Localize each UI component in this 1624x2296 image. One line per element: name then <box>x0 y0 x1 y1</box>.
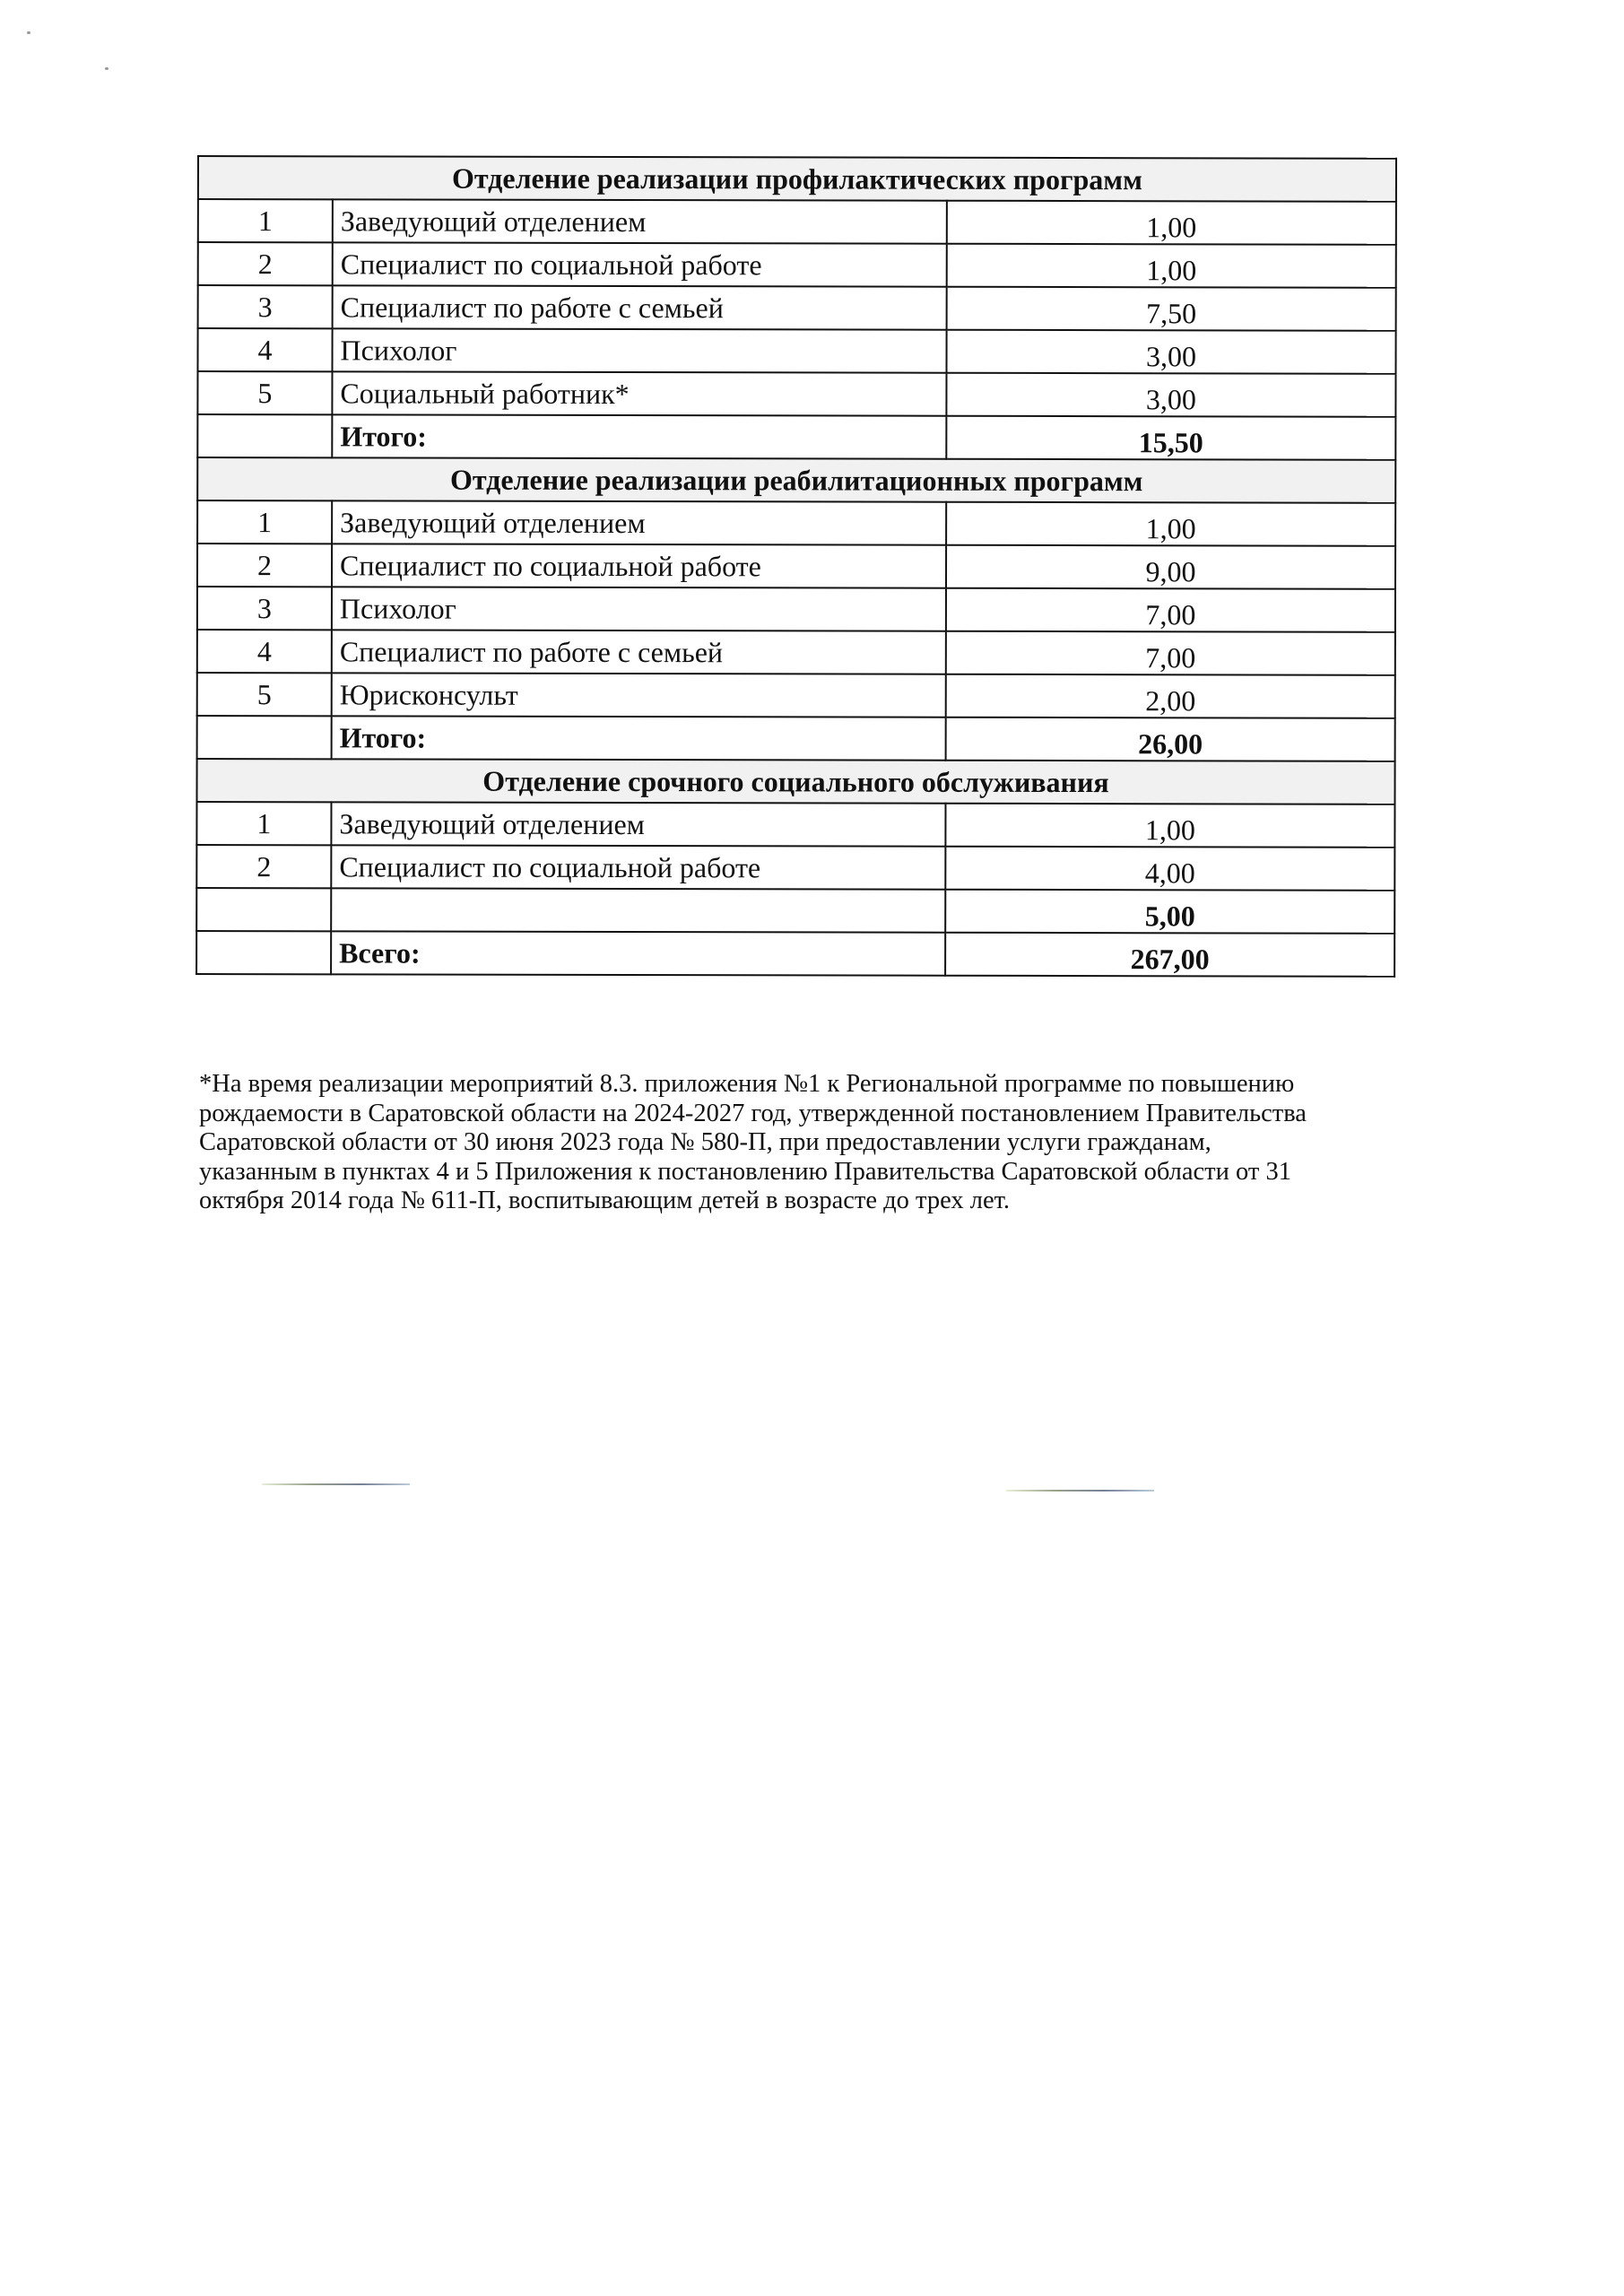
footnote-line: *На время реализации мероприятий 8.3. приложения №1 к Региональной программе по повышению <box>199 1070 1295 1098</box>
position-name: Психолог <box>332 587 946 631</box>
grand-total-row <box>196 931 1394 977</box>
empty-cell <box>197 414 332 457</box>
staffing-table <box>195 155 1397 978</box>
scan-speck <box>27 31 30 34</box>
staff-rate: 1,00 <box>947 201 1396 245</box>
staff-rate: 1,00 <box>945 804 1394 848</box>
table-row <box>197 673 1395 718</box>
section-header-row <box>198 156 1396 202</box>
empty-cell <box>197 716 332 759</box>
signature-line-right <box>1006 1490 1154 1492</box>
subtotal-label: Итого: <box>332 716 946 760</box>
row-number: 1 <box>198 199 333 242</box>
empty-cell <box>196 888 331 931</box>
position-name: Заведующий отделением <box>331 802 945 846</box>
staff-rate: 3,00 <box>946 330 1395 374</box>
table-row <box>196 802 1394 848</box>
table-row <box>197 328 1395 374</box>
position-name: Заведующий отделением <box>332 500 946 544</box>
position-name: Психолог <box>332 328 946 372</box>
position-name: Социальный работник* <box>332 371 946 415</box>
subtotal-label: Итого: <box>332 414 946 458</box>
signature-line-left <box>262 1483 410 1485</box>
staff-rate: 2,00 <box>946 674 1395 718</box>
position-name: Специалист по работе с семьей <box>333 285 947 329</box>
subtotal-value: 26,00 <box>946 718 1395 761</box>
footnote <box>199 1070 1401 1216</box>
footnote-line: октября 2014 года № 611-П, воспитывающим детей в возрасте до трех лет. <box>199 1187 1011 1214</box>
position-name: Специалист по социальной работе <box>333 242 947 286</box>
staff-rate: 3,00 <box>946 373 1395 417</box>
row-number: 3 <box>197 587 332 630</box>
footnote-line: указанным в пунктах 4 и 5 Приложения к постановлению Правительства Саратовской области от 31 <box>199 1157 1291 1186</box>
staff-rate: 1,00 <box>946 502 1395 546</box>
row-number: 2 <box>197 544 332 587</box>
subtotal-value: 15,50 <box>946 416 1395 460</box>
footnote-line: Саратовской области от 30 июня 2023 года № 580-П, при предоставлении услуги гражданам, <box>199 1128 1211 1156</box>
table-row <box>196 845 1394 891</box>
empty-cell <box>196 931 331 974</box>
row-number: 2 <box>198 242 333 285</box>
grand-total-label: Всего: <box>331 931 945 975</box>
subtotal-row <box>197 716 1395 761</box>
row-number: 4 <box>197 328 332 371</box>
staff-rate: 7,50 <box>947 287 1396 331</box>
row-number: 1 <box>197 500 332 544</box>
position-name: Заведующий отделением <box>333 199 947 243</box>
table-row <box>198 285 1396 331</box>
section-header-row <box>197 457 1395 503</box>
section-title: Отделение реализации профилактических программ <box>198 156 1396 202</box>
grand-total-value: 267,00 <box>945 933 1394 977</box>
subtotal-label <box>331 888 945 932</box>
staff-rate: 1,00 <box>947 244 1396 288</box>
section-header-row <box>196 759 1394 804</box>
row-number: 2 <box>196 845 331 888</box>
table-row <box>197 371 1395 417</box>
subtotal-value: 5,00 <box>945 890 1394 934</box>
position-name: Специалист по работе с семьей <box>332 630 946 674</box>
position-name: Специалист по социальной работе <box>332 544 946 587</box>
row-number: 5 <box>197 673 332 716</box>
table-row <box>197 544 1395 589</box>
table-row <box>197 587 1395 632</box>
row-number: 3 <box>198 285 333 328</box>
subtotal-row <box>197 414 1395 460</box>
staff-rate: 7,00 <box>946 631 1395 675</box>
scan-speck <box>105 67 109 70</box>
table-row <box>197 500 1395 546</box>
section-title: Отделение срочного социального обслуживания <box>196 759 1394 804</box>
table-row <box>198 242 1396 288</box>
position-name: Юрисконсульт <box>332 673 946 717</box>
staff-rate: 9,00 <box>946 545 1395 589</box>
section-title: Отделение реализации реабилитационных программ <box>197 457 1395 503</box>
row-number: 1 <box>196 802 331 845</box>
table-row <box>197 630 1395 675</box>
table-row <box>198 199 1396 245</box>
subtotal-row <box>196 888 1394 934</box>
staff-rate: 7,00 <box>946 588 1395 632</box>
position-name: Специалист по социальной работе <box>331 845 945 889</box>
row-number: 4 <box>197 630 332 673</box>
staff-rate: 4,00 <box>945 847 1394 891</box>
footnote-line: рождаемости в Саратовской области на 2024-2027 год, утвержденной постановлением Правительства <box>199 1099 1307 1127</box>
row-number: 5 <box>197 371 332 414</box>
